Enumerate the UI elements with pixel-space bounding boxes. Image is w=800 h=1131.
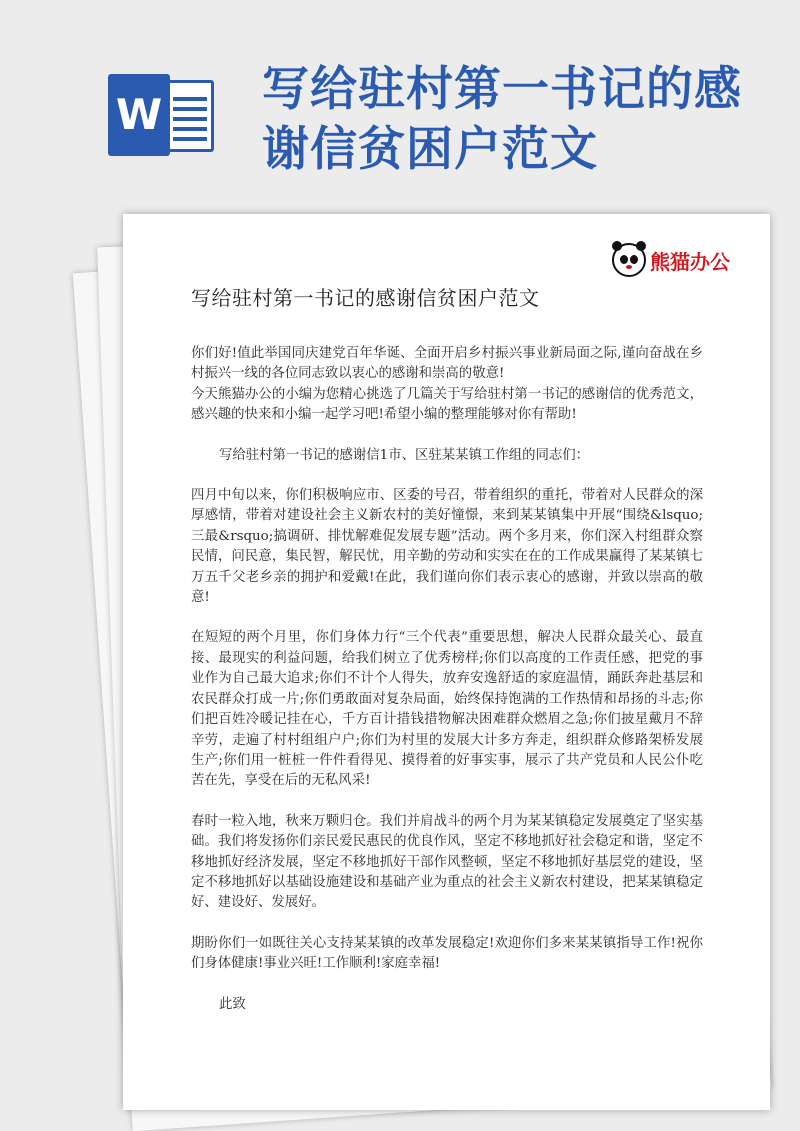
document-title: 写给驻村第一书记的感谢信贫困户范文: [191, 286, 540, 310]
closing-salutation: 此致: [219, 996, 246, 1012]
panda-icon: [612, 243, 646, 277]
document-page: [123, 214, 770, 1110]
banner-title-line2: 谢信贫困户范文: [262, 122, 598, 177]
paragraph: 四月中旬以来，你们积极响应市、区委的号召，带着组织的重托，带着对人民群众的深厚感情，带着对建设社会主义新农村的美好憧憬，来到某某镇集中开展“围绕&lsquo;三最&rsquo;搞调研、排忧解难促发展专题”活动。两个多月来，你们深入村组群众察民情，问民意，集民智，解民忧，用辛勤的劳动和实实在在的工作成果赢得了某某镇七万五千父老乡亲的拥护和爱戴!在此，我们谨向你们表示衷心的感谢，并致以崇高的敬意!: [191, 488, 703, 606]
word-document-icon: [108, 74, 216, 156]
banner-title-line1: 写给驻村第一书记的感: [262, 62, 742, 117]
paragraph: 在短短的两个月里，你们身体力行“三个代表”重要思想，解决人民群众最关心、最直接、最现实的利益问题，给我们树立了优秀榜样;你们以高度的工作责任感，把党的事业作为自己最大追求;你们不计个人得失，放弃安逸舒适的家庭温情，踊跃奔赴基层和农民群众打成一片;你们勇敢面对复杂局面，始终保持饱满的工作热情和昂扬的斗志;你们把百姓冷暖记挂在心，千方百计措钱措物解决困难群众燃眉之急;你们披星戴月不辞辛劳，走遍了村村组组户户;你们为村里的发展大计多方奔走，组织群众修路架桥发展生产;你们用一桩桩一件件看得见、摸得着的好事实事，展示了共产党员和人民公仆吃苦在先，享受在后的无私风采!: [191, 630, 703, 789]
paragraph: 期盼你们一如既往关心支持某某镇的改革发展稳定!欢迎你们多来某某镇指导工作!祝你们身体健康!事业兴旺!工作顺利!家庭幸福!: [191, 935, 703, 972]
word-letter-badge: W: [108, 74, 170, 156]
banner-title: [262, 60, 782, 180]
paragraph: 春时一粒入地，秋来万颗归仓。我们并肩战斗的两个月为某某镇稳定发展奠定了坚实基础。我们将发扬你们亲民爱民惠民的优良作风，坚定不移地抓好社会稳定和谐，坚定不移地抓好经济发展，坚定不移地抓好干部作风整顿，坚定不移地抓好基层党的建设，坚定不移地抓好以基础设施建设和基础产业为重点的社会主义新农村建设，把某某镇稳定好、建设好、发展好。: [191, 813, 703, 911]
document-body: [191, 344, 703, 1015]
brand-name: 熊猫办公: [650, 249, 730, 274]
paragraph: 写给驻村第一书记的感谢信1市、区驻某某镇工作组的同志们：: [219, 447, 590, 463]
paragraph: 你们好!值此举国同庆建党百年华诞、全面开启乡村振兴事业新局面之际,谨向奋战在乡村振兴一线的各位同志致以衷心的感谢和崇高的敬意!: [191, 346, 703, 382]
paragraph: 今天熊猫办公的小编为您精心挑选了几篇关于写给驻村第一书记的感谢信的优秀范文，感兴趣的快来和小编一起学习吧!希望小编的整理能够对你有帮助!: [191, 386, 703, 423]
brand-logo: [612, 242, 730, 278]
